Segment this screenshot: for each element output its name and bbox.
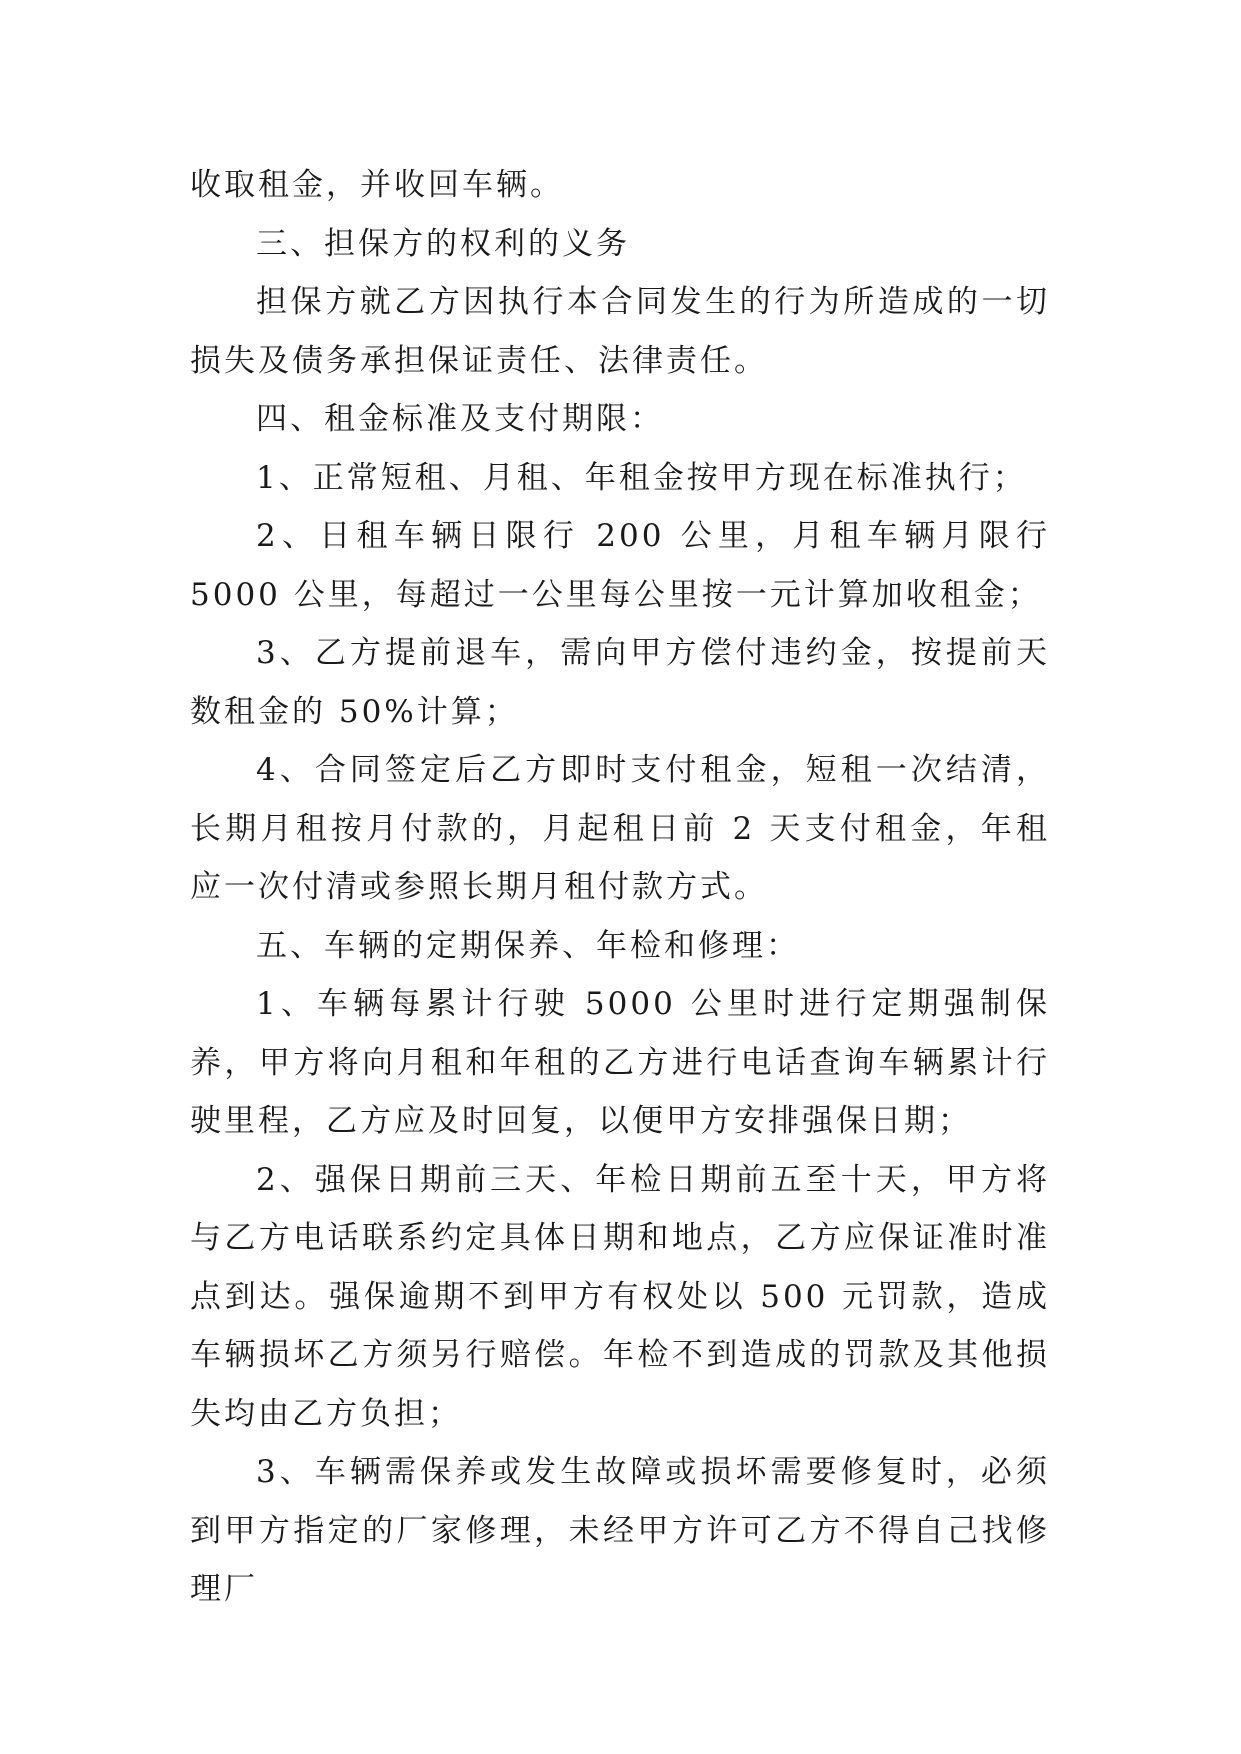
document-body xyxy=(190,156,1050,1619)
clause-5-1: 1、车辆每累计行驶 5000 公里时进行定期强制保养，甲方将向月租和年租的乙方进行电话查询车辆累计行驶里程，乙方应及时回复，以便甲方安排强保日期； xyxy=(190,986,1050,1139)
paragraph-1: 收取租金，并收回车辆。 xyxy=(190,167,564,203)
paragraph-guarantor-duty: 担保方就乙方因执行本合同发生的行为所造成的一切损失及债务承担保证责任、法律责任。 xyxy=(190,284,1050,379)
clause-5-2: 2、强保日期前三天、年检日期前五至十天，甲方将与乙方电话联系约定具体日期和地点，乙方应保证准时准点到达。强保逾期不到甲方有权处以 500 元罚款，造成车辆损坏乙方须另行赔偿。年检不到造成的罚款及其他损失均由乙方负担； xyxy=(190,1161,1050,1432)
clause-4-4: 4、合同签定后乙方即时支付租金，短租一次结清，长期月租按月付款的，月起租日前 2 天支付租金，年租应一次付清或参照长期月租付款方式。 xyxy=(190,752,1050,905)
clause-4-2: 2、日租车辆日限行 200 公里，月租车辆月限行 5000 公里，每超过一公里每公里按一元计算加收租金； xyxy=(190,518,1050,613)
clause-4-3: 3、乙方提前退车，需向甲方偿付违约金，按提前天数租金的 50%计算； xyxy=(190,635,1050,730)
section-heading-5: 五、车辆的定期保养、年检和修理： xyxy=(256,927,800,964)
section-heading-3: 三、担保方的权利的义务 xyxy=(256,225,630,262)
clause-5-3: 3、车辆需保养或发生故障或损坏需要修复时，必须到甲方指定的厂家修理，未经甲方许可乙方不得自己找修理厂 xyxy=(190,1454,1050,1607)
section-heading-4: 四、租金标准及支付期限： xyxy=(256,401,664,437)
clause-4-1: 1、正常短租、月租、年租金按甲方现在标准执行； xyxy=(256,459,1027,496)
